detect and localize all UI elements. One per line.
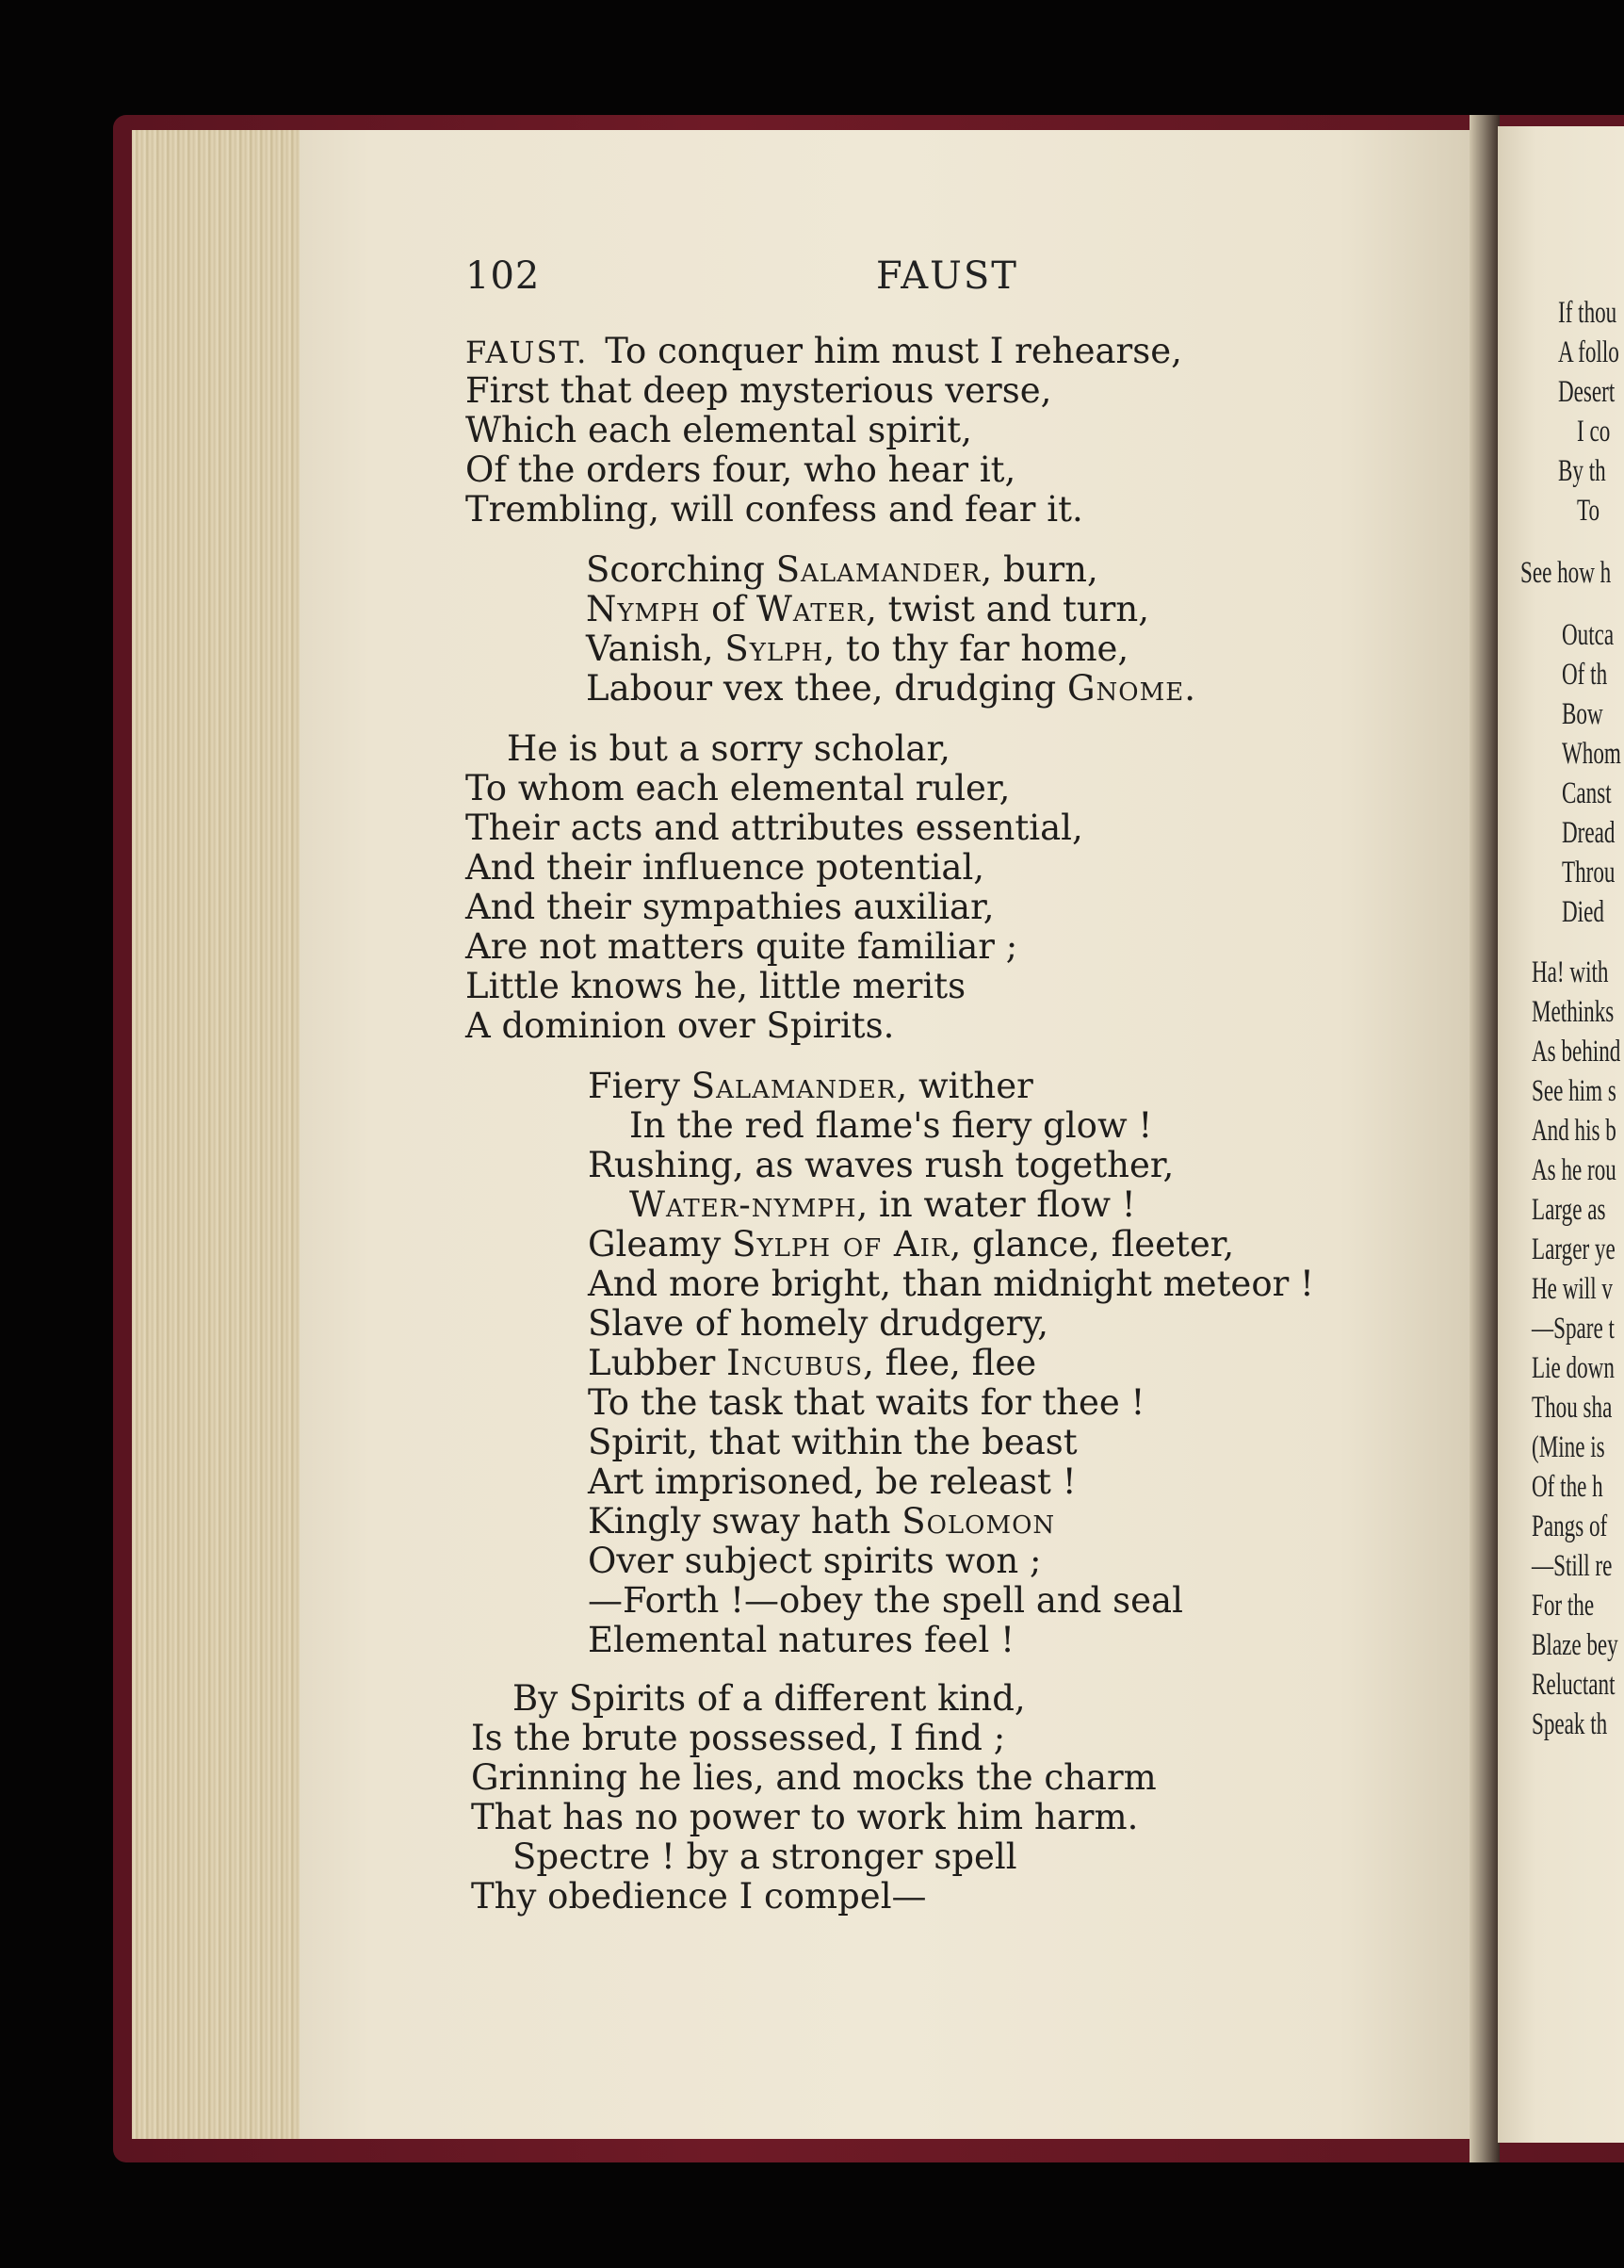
page-edges: [132, 130, 308, 2139]
cropped-line: Whom: [1562, 737, 1621, 771]
cropped-line: Speak th: [1532, 1707, 1608, 1741]
incantation-line: And more bright, than midnight meteor !: [588, 1264, 1314, 1304]
incantation-line: Scorching Salamander, burn,: [586, 549, 1098, 590]
incantation-line: Water-nymph, in water flow !: [629, 1184, 1136, 1225]
cropped-line: And his b: [1532, 1114, 1616, 1148]
verse-line: By Spirits of a different kind,: [512, 1678, 1026, 1719]
cropped-line: Ha! with: [1532, 955, 1609, 989]
cropped-line: Methinks: [1532, 995, 1615, 1029]
verse-line: And their sympathies auxiliar,: [465, 887, 995, 927]
verse-line: A dominion over Spirits.: [465, 1005, 895, 1046]
verse-line: Their acts and attributes essential,: [465, 808, 1083, 848]
verse-line: Of the orders four, who hear it,: [465, 449, 1016, 490]
cropped-line: Of th: [1562, 658, 1608, 692]
cropped-line: Dread: [1562, 816, 1616, 850]
cropped-line: By th: [1558, 454, 1606, 488]
incantation-line: Spirit, that within the beast: [588, 1422, 1078, 1462]
incantation-line: Rushing, as waves rush together,: [588, 1145, 1175, 1185]
cropped-line: Lie down: [1532, 1351, 1615, 1385]
cropped-line: To: [1577, 494, 1600, 528]
incantation-line: Art imprisoned, be releast !: [588, 1461, 1077, 1502]
cropped-line: See how h: [1520, 556, 1612, 590]
cropped-line: Larger ye: [1532, 1232, 1616, 1266]
cropped-line: He will v: [1532, 1272, 1613, 1306]
cropped-line: —Spare t: [1532, 1312, 1615, 1346]
verse-line: Little knows he, little merits: [465, 966, 966, 1006]
incantation-line: Gleamy Sylph of Air, glance, fleeter,: [588, 1224, 1235, 1265]
cropped-line: Outca: [1562, 618, 1615, 652]
cropped-line: (Mine is: [1532, 1430, 1605, 1464]
cropped-line: Reluctant: [1532, 1668, 1616, 1702]
incantation-line: To the task that waits for thee !: [588, 1382, 1145, 1423]
cropped-line: As behind: [1532, 1035, 1621, 1069]
incantation-line: Labour vex thee, drudging Gnome.: [586, 668, 1195, 709]
cropped-line: Canst: [1562, 776, 1612, 810]
verse-line: FAUST. To conquer him must I rehearse,: [465, 331, 1182, 371]
cropped-line: Pangs of: [1532, 1509, 1608, 1543]
verse-line: He is but a sorry scholar,: [507, 728, 950, 769]
cropped-line: For the: [1532, 1589, 1595, 1623]
verse-line: That has no power to work him harm.: [471, 1797, 1139, 1837]
book-gutter: [1470, 115, 1500, 2162]
speaker-name: FAUST.: [465, 334, 589, 370]
incantation-line: Kingly sway hath Solomon: [588, 1501, 1056, 1542]
incantation-line: Fiery Salamander, wither: [588, 1066, 1033, 1106]
right-page: [1498, 126, 1624, 2143]
incantation-line: Elemental natures feel !: [588, 1620, 1015, 1660]
incantation-line: In the red flame's fiery glow !: [629, 1105, 1153, 1146]
incantation-line: Vanish, Sylph, to thy far home,: [586, 628, 1129, 669]
incantation-line: Over subject spirits won ;: [588, 1541, 1042, 1581]
verse-line: Is the brute possessed, I find ;: [471, 1718, 1006, 1758]
cropped-line: —Still re: [1532, 1549, 1613, 1583]
verse-line: And their influence potential,: [465, 847, 985, 888]
verse-line: To whom each elemental ruler,: [465, 768, 1011, 808]
verse-line: Thy obedience I compel—: [471, 1876, 927, 1917]
verse-line: First that deep mysterious verse,: [465, 370, 1052, 411]
cropped-line: Desert: [1558, 375, 1616, 409]
cropped-line: Blaze bey: [1532, 1628, 1618, 1662]
incantation-line: Nymph of Water, twist and turn,: [586, 589, 1149, 629]
page-number: 102: [465, 254, 541, 298]
cropped-line: As he rou: [1532, 1153, 1616, 1187]
verse-line: Are not matters quite familiar ;: [465, 926, 1018, 967]
cropped-line: Thou sha: [1532, 1391, 1613, 1425]
cropped-line: Bow: [1562, 697, 1603, 731]
incantation-line: —Forth !—obey the spell and seal: [588, 1580, 1183, 1621]
verse-line: Grinning he lies, and mocks the charm: [471, 1757, 1157, 1798]
cropped-line: Large as: [1532, 1193, 1606, 1227]
cropped-line: Throu: [1562, 856, 1616, 889]
cropped-line: See him s: [1532, 1074, 1616, 1108]
verse-line: Spectre ! by a stronger spell: [512, 1836, 1017, 1877]
incantation-line: Slave of homely drudgery,: [588, 1303, 1049, 1344]
incantation-line: Lubber Incubus, flee, flee: [588, 1343, 1037, 1383]
cropped-line: I co: [1577, 415, 1611, 449]
cropped-line: A follo: [1558, 335, 1619, 369]
verse-line: Which each elemental spirit,: [465, 410, 972, 450]
running-title: FAUST: [876, 254, 1018, 298]
cropped-line: If thou: [1558, 296, 1617, 330]
cropped-line: Died: [1562, 895, 1604, 929]
cropped-line: Of the h: [1532, 1470, 1603, 1504]
verse-line: Trembling, will confess and fear it.: [465, 489, 1083, 530]
